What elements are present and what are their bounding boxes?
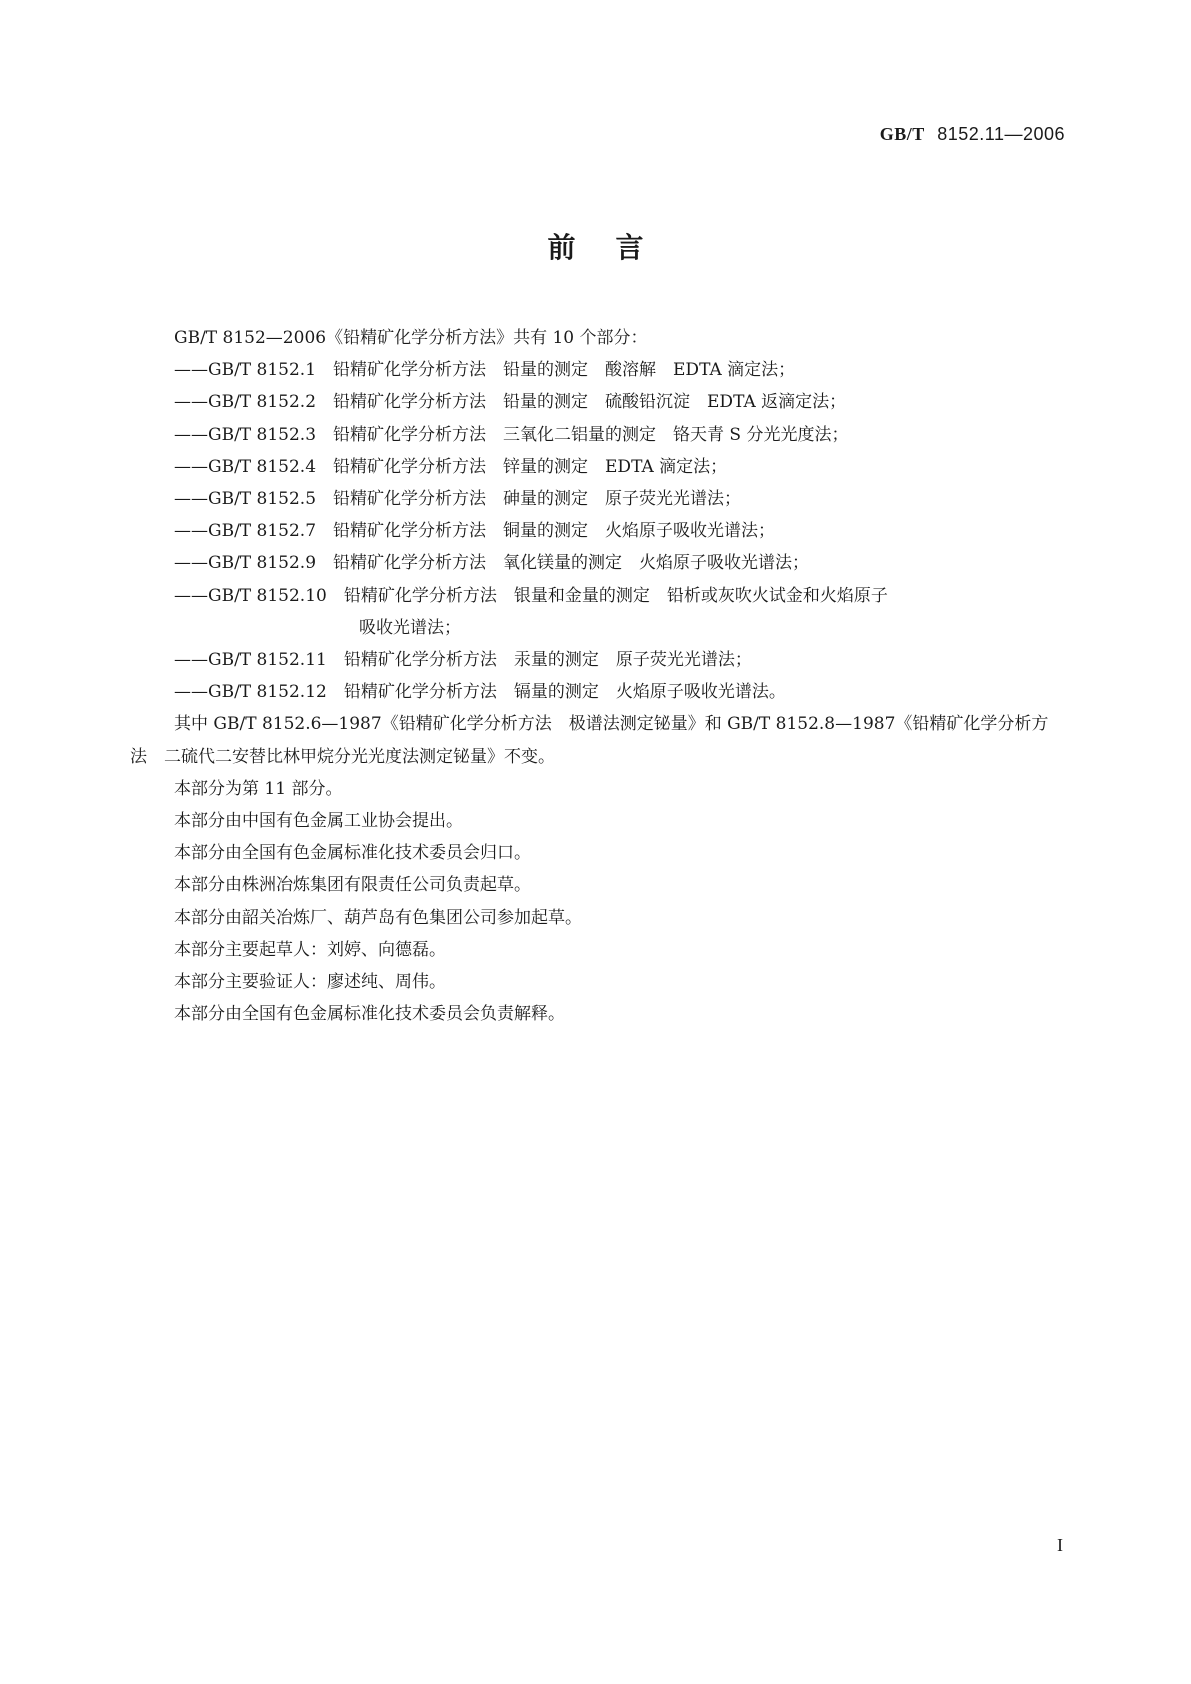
part-item-10-line1: ——GB/T 8152.10 铅精矿化学分析方法 银量和金量的测定 铅析或灰吹火试金和火焰原子	[174, 585, 888, 606]
part-item-10	[130, 580, 1062, 644]
foreword-body	[130, 322, 1062, 1030]
unchanged-note: 其中 GB/T 8152.6—1987《铅精矿化学分析方法 极谱法测定铋量》和 GB/T 8152.8—1987《铅精矿化学分析方法 二硫代二安替比林甲烷分光光度法测定铋量》不变。	[130, 714, 1049, 767]
statement: 本部分由全国有色金属标准化技术委员会归口。	[174, 843, 531, 864]
page-number: I	[1057, 1535, 1063, 1555]
statement: 本部分由株洲冶炼集团有限责任公司负责起草。	[174, 875, 531, 896]
statement: 本部分主要验证人：廖述纯、周伟。	[174, 972, 446, 993]
part-item: ——GB/T 8152.3 铅精矿化学分析方法 三氧化二铝量的测定 铬天青 S 分光光度法；	[174, 424, 849, 445]
page-title: 前言	[547, 231, 684, 264]
document-header	[880, 124, 1065, 145]
part-item: ——GB/T 8152.4 铅精矿化学分析方法 锌量的测定 EDTA 滴定法；	[174, 456, 728, 477]
statement: 本部分由中国有色金属工业协会提出。	[174, 811, 463, 832]
intro-paragraph: GB/T 8152—2006《铅精矿化学分析方法》共有 10 个部分：	[174, 328, 648, 348]
part-item: ——GB/T 8152.2 铅精矿化学分析方法 铅量的测定 硫酸铅沉淀 EDTA 返滴定法；	[174, 392, 847, 413]
part-item: ——GB/T 8152.1 铅精矿化学分析方法 铅量的测定 酸溶解 EDTA 滴定法；	[174, 360, 796, 381]
part-item: ——GB/T 8152.11 铅精矿化学分析方法 汞量的测定 原子荧光光谱法；	[174, 650, 752, 671]
statement: 本部分为第 11 部分。	[174, 778, 343, 799]
part-item: ——GB/T 8152.9 铅精矿化学分析方法 氧化镁量的测定 火焰原子吸收光谱法；	[174, 553, 810, 574]
statement: 本部分由韶关冶炼厂、葫芦岛有色集团公司参加起草。	[174, 907, 582, 928]
part-item: ——GB/T 8152.12 铅精矿化学分析方法 镉量的测定 火焰原子吸收光谱法。	[174, 682, 786, 703]
standard-number: 8152.11—2006	[937, 124, 1065, 144]
part-item: ——GB/T 8152.5 铅精矿化学分析方法 砷量的测定 原子荧光光谱法；	[174, 489, 742, 510]
standard-prefix: GB/T	[879, 124, 925, 144]
part-item: ——GB/T 8152.7 铅精矿化学分析方法 铜量的测定 火焰原子吸收光谱法；	[174, 521, 776, 542]
statement: 本部分由全国有色金属标准化技术委员会负责解释。	[174, 1004, 565, 1025]
statement: 本部分主要起草人：刘婷、向德磊。	[174, 939, 446, 960]
part-item-10-line2: 吸收光谱法；	[359, 617, 461, 638]
